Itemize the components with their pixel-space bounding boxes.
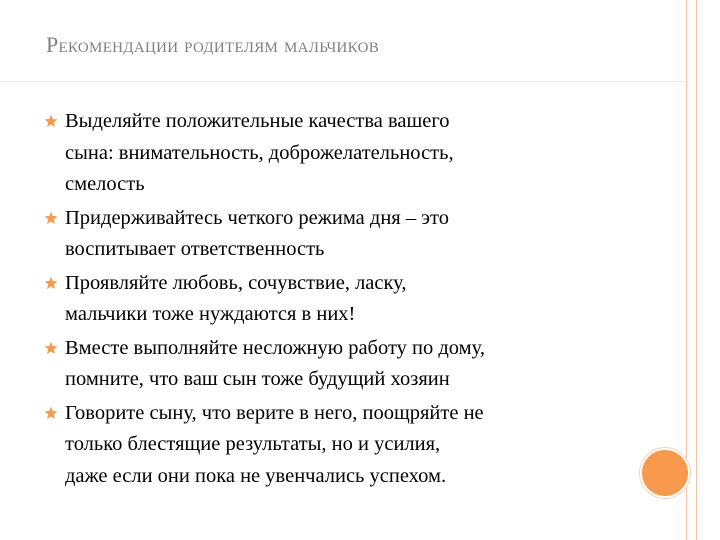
star-icon	[44, 211, 58, 225]
list-item	[44, 333, 664, 396]
list-item	[44, 203, 664, 266]
star-icon	[44, 276, 58, 290]
bullet-text: Говорите сыну, что верите в него, поощряйте не только блестящие результаты, но и усилия, даже если они пока не увенчались успехом.	[65, 401, 484, 487]
slide-title: Рекомендации родителям мальчиков	[46, 32, 380, 57]
list-item	[44, 106, 664, 201]
bullet-text: Выделяйте положительные качества вашего сына: внимательность, доброжелательность, смелость	[65, 110, 454, 195]
decorative-vertical-line	[696, 0, 697, 540]
star-icon	[44, 114, 58, 128]
bullet-list	[44, 106, 664, 494]
list-item	[44, 398, 664, 493]
bullet-text: Вместе выполняйте несложную работу по дому, помните, что ваш сын тоже будущий хозяин	[65, 336, 485, 390]
decorative-circle	[640, 448, 690, 498]
title-divider	[0, 81, 686, 82]
bullet-text: Проявляйте любовь, сочувствие, ласку, мальчики тоже нуждаются в них!	[65, 271, 407, 325]
star-icon	[44, 406, 58, 420]
star-icon	[44, 341, 58, 355]
bullet-text: Придерживайтесь четкого режима дня – это воспитывает ответственность	[65, 206, 449, 260]
list-item	[44, 268, 664, 331]
